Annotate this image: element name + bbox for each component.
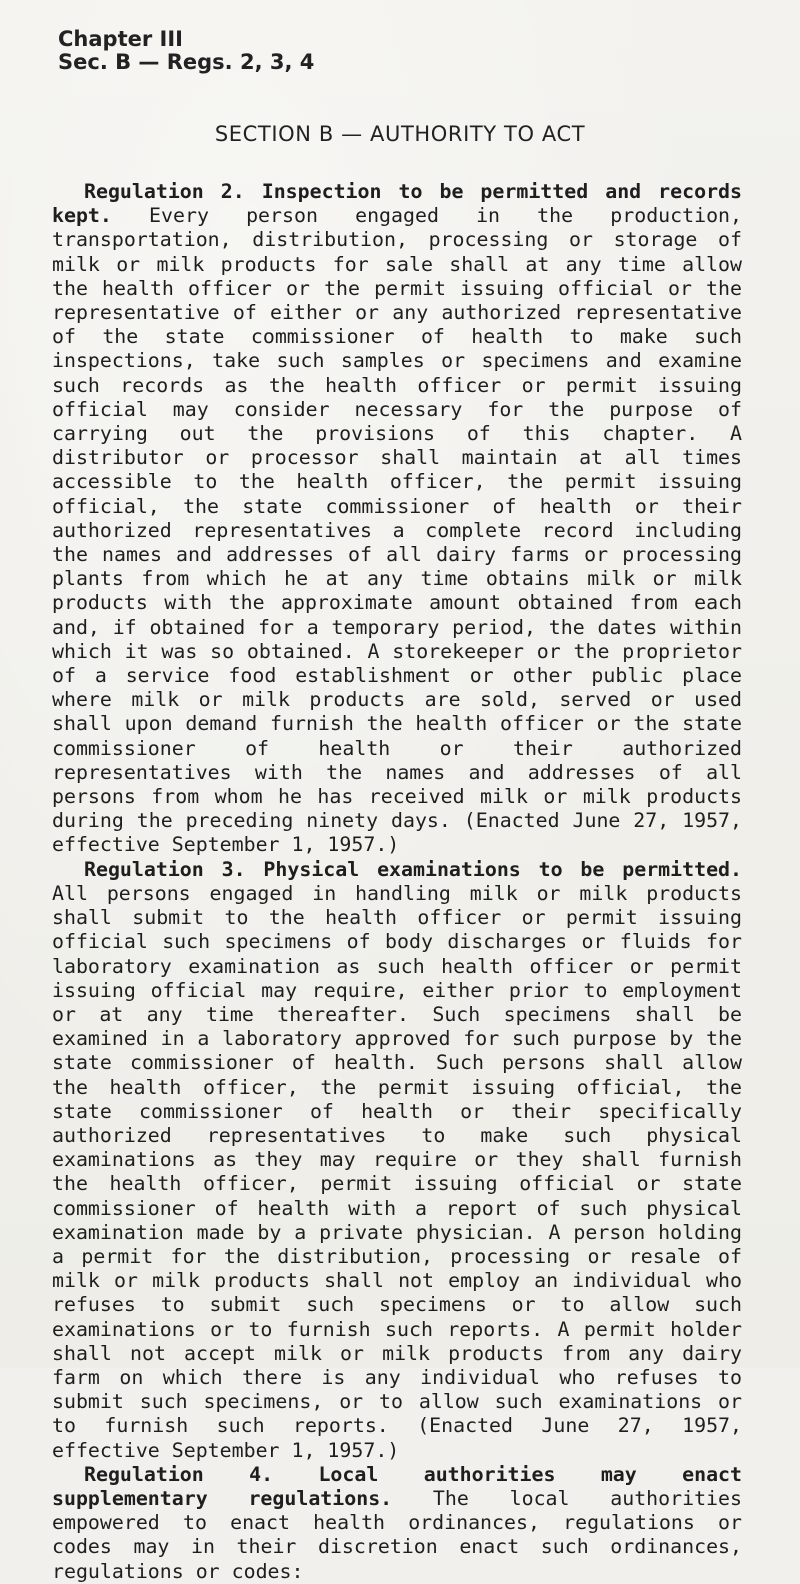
- regulation-4: [52, 1463, 742, 1584]
- regulations-body: [52, 180, 742, 1584]
- regulation-2: [52, 180, 742, 858]
- regulation-3: [52, 858, 742, 1463]
- regulation-3-text: All persons engaged in handling milk or milk products shall submit to the health officer or permit issuing official such specimens of body discharges or fluids for laboratory examination as such health officer or permit issuing official may require, either prior to employment or at any time thereafter. Such specimens shall be examined in a laboratory approved for such purpose by the state commissioner of health. Such persons shall allow the health officer, the permit issuing official, the state commissioner of health or their specifically authorized representatives to make such physical examinations as they may require or they shall furnish the health officer, permit issuing official or state commissioner of health with a report of such physical examination made by a private physician. A person holding a permit for the distribution, processing or resale of milk or milk products shall not employ an individual who refuses to submit such specimens or to allow such examinations or to furnish such reports. A permit holder shall not accept milk or milk products from any dairy farm on which there is any individual who refuses to submit such specimens, or to allow such examinations or to furnish such reports. (Enacted June 27, 1957, effective September 1, 1957.): [52, 881, 742, 1462]
- regulation-2-heading: Regulation 2. Inspection to be permitted and records kept.: [52, 180, 742, 228]
- section-reference: Sec. B — Regs. 2, 3, 4: [58, 50, 315, 74]
- regulation-4-text: The local authorities empowered to enact health ordinances, regulations or codes may in their discretion enact such ordinances, regulations or codes:: [52, 1486, 742, 1583]
- regulation-3-heading: Regulation 3. Physical examinations to be permitted.: [84, 857, 742, 881]
- section-title: SECTION B — AUTHORITY TO ACT: [214, 122, 586, 146]
- page-header: [58, 28, 314, 74]
- chapter-label: Chapter III: [58, 27, 183, 51]
- regulation-2-text: Every person engaged in the production, transportation, distribution, processing or storage of milk or milk products for sale shall at any time allow the health officer or the permit issuing official or the representative of either or any authorized representative of the state commissioner of health to make such inspections, take such samples or specimens and examine such records as the health officer or permit issuing official may consider necessary for the purpose of carrying out the provisions of this chapter. A distributor or processor shall maintain at all times accessible to the health officer, the permit issuing official, the state commissioner of health or their authorized representatives a complete record including the names and addresses of all dairy farms or processing plants from which he at any time obtains milk or milk products with the approximate amount obtained from each and, if obtained for a temporary period, the dates within which it was so obtained. A storekeeper or the proprietor of a service food establishment or other public place where milk or milk products are sold, served or used shall upon demand furnish the health officer or the state commissioner of health or their authorized representatives with the names and addresses of all persons from whom he has received milk or milk products during the preceding ninety days. (Enacted June 27, 1957, effective September 1, 1957.): [52, 204, 742, 857]
- regulation-4-heading: Regulation 4. Local authorities may enact supplementary regulations.: [52, 1462, 742, 1510]
